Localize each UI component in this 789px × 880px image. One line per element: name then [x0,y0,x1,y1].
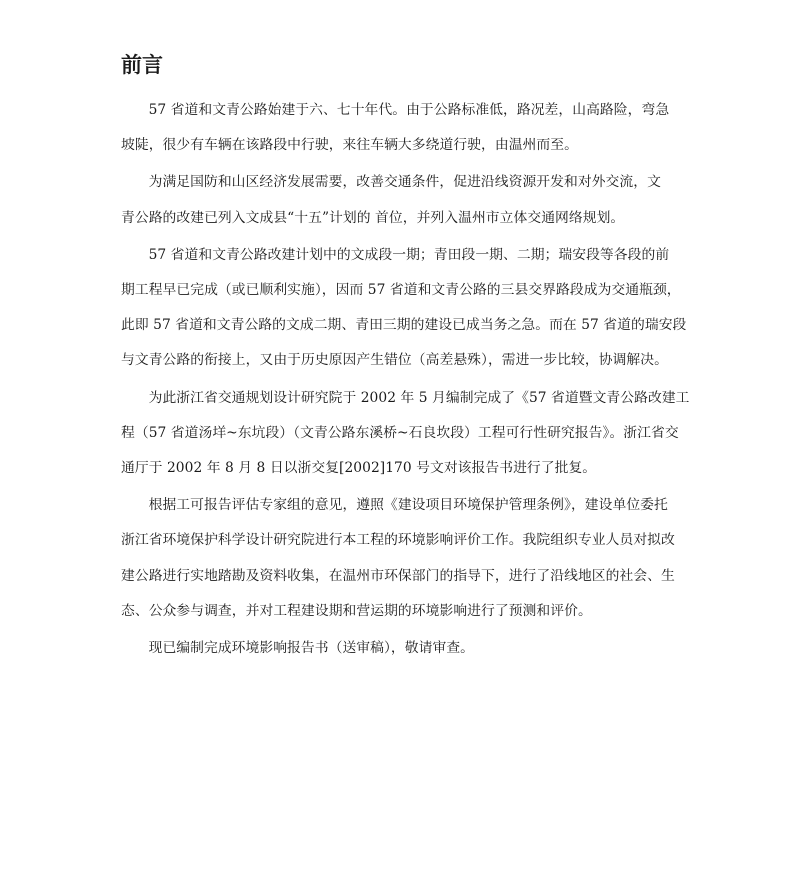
paragraph-line: 57 省道和文青公路始建于六、七十年代。由于公路标准低，路况差，山高路险，弯急 [148,102,670,118]
paragraph-line: 为满足国防和山区经济发展需要，改善交通条件，促进沿线资源开发和对外交流，文 [148,174,661,191]
paragraph-line: 通厅于 2002 年 8 月 8 日以浙交复[2002]170 号文对该报告书进行了批复。 [121,460,597,477]
paragraph-line: 57 省道和文青公路改建计划中的文成段一期；青田段一期、二期；瑞安段等各段的前 [148,246,670,263]
paragraph-line: 与文青公路的衔接上，又由于历史原因产生错位（高差悬殊），需进一步比较，协调解决。 [121,352,668,369]
document-page [121,50,690,668]
paragraph-line: 期工程早已完成（或已顺利实施），因而 57 省道和文青公路的三县交界路段成为交通瓶颈， [121,282,681,299]
paragraph-line: 坡陡，很少有车辆在该路段中行驶，来往车辆大多绕道行驶，由温州而至。 [121,137,578,154]
paragraph-line: 青公路的改建已列入文成县“十五”计划的 首位，并列入温州市立体交通网络规划。 [121,209,625,226]
paragraph-line: 建公路进行实地踏勘及资料收集，在温州市环保部门的指导下，进行了沿线地区的社会、生 [121,567,675,584]
paragraph-1 [121,93,677,163]
paragraph-line: 为此浙江省交通规划设计研究院于 2002 年 5 月编制完成了《57 省道暨文青公路改建工 [148,389,690,406]
paragraph-line: 此即 57 省道和文青公路的文成二期、青田三期的建设已成当务之急。而在 57 省道的瑞安段 [121,317,687,334]
paragraph-line: 程（57 省道汤垟~东坑段）（文青公路东溪桥~石良坎段）工程可行性研究报告》。浙江省交 [121,424,679,441]
paragraph-line: 现已编制完成环境影响报告书（送审稿），敬请审查。 [148,640,475,657]
paragraph-6 [121,631,677,666]
paragraph-line: 浙江省环境保护科学设计研究院进行本工程的环境影响评价工作。我院组织专业人员对拟改 [121,532,675,549]
paragraph-line: 态、公众参与调查，并对工程建设期和营运期的环境影响进行了预测和评价。 [121,602,592,619]
paragraph-line: 根据工可报告评估专家组的意见，遵照《建设项目环境保护管理条例》，建设单位委托 [148,497,668,514]
paragraph-3 [121,238,687,379]
page-heading: 前言 [121,53,163,77]
paragraph-2 [121,165,677,235]
paragraph-4 [121,381,690,487]
paragraph-5 [121,488,677,629]
